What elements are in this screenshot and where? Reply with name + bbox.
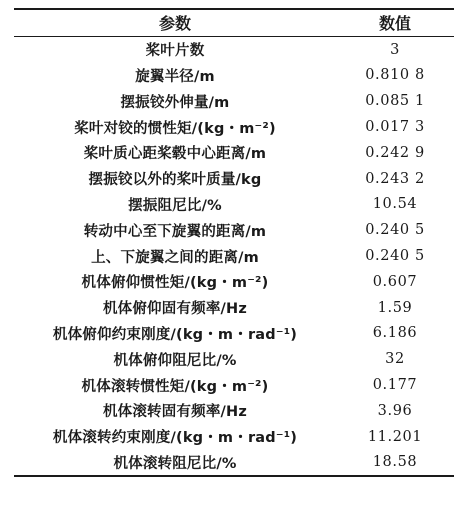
parameter-value: 18.58: [372, 454, 418, 471]
table-body: [14, 36, 454, 476]
parameter-value: 0.017 3: [365, 119, 425, 136]
table-row: [14, 321, 454, 347]
parameter-value: 1.59: [377, 299, 413, 316]
parameter-value: 3: [390, 41, 400, 58]
table-row: [14, 269, 454, 295]
parameter-value: 6.186: [372, 325, 418, 342]
parameter-name: 机体俯仰固有频率/Hz: [102, 301, 248, 318]
parameter-value: 32: [385, 351, 405, 368]
table-row: [14, 63, 454, 89]
parameter-value: 3.96: [377, 402, 413, 419]
parameter-name: 摆振铰以外的桨叶质量/kg: [88, 172, 262, 189]
parameter-name: 机体滚转约束刚度/(kg・m・rad⁻¹): [52, 430, 298, 447]
table-row: [14, 88, 454, 114]
table-row: [14, 450, 454, 477]
table-row: [14, 398, 454, 424]
parameter-name: 机体滚转阻尼比/%: [113, 455, 237, 472]
parameter-value: 0.240 5: [365, 248, 425, 265]
table-header: [14, 9, 454, 36]
parameter-value: 0.242 9: [365, 144, 425, 161]
parameter-name: 机体俯仰阻尼比/%: [113, 352, 237, 369]
header-value: 数值: [378, 14, 411, 34]
table-row: [14, 346, 454, 372]
parameter-name: 转动中心至下旋翼的距离/m: [83, 223, 267, 240]
parameter-value: 0.607: [372, 273, 418, 290]
table-row: [14, 140, 454, 166]
table-row: [14, 243, 454, 269]
parameter-value: 0.810 8: [365, 67, 425, 84]
parameter-value: 11.201: [367, 428, 423, 445]
table-row: [14, 36, 454, 62]
parameter-value: 0.177: [372, 377, 418, 394]
parameter-name: 桨叶质心距桨毂中心距离/m: [83, 146, 267, 163]
parameter-name: 桨叶对铰的惯性矩/(kg・m⁻²): [74, 120, 276, 137]
parameter-table: [14, 8, 454, 477]
parameter-name: 机体滚转惯性矩/(kg・m⁻²): [81, 378, 269, 395]
table-row: [14, 372, 454, 398]
parameter-name: 机体俯仰惯性矩/(kg・m⁻²): [81, 275, 269, 292]
table-row: [14, 295, 454, 321]
parameter-name: 机体滚转固有频率/Hz: [102, 404, 248, 421]
table-row: [14, 217, 454, 243]
table-row: [14, 114, 454, 140]
header-row: [14, 9, 454, 36]
table-row: [14, 166, 454, 192]
parameter-name: 桨叶片数: [145, 43, 205, 60]
table-row: [14, 424, 454, 450]
parameter-name: 机体俯仰约束刚度/(kg・m・rad⁻¹): [52, 326, 298, 343]
parameter-name: 摆振阻尼比/%: [128, 197, 222, 214]
parameter-value: 0.240 5: [365, 222, 425, 239]
table-row: [14, 192, 454, 218]
parameter-name: 旋翼半径/m: [135, 68, 215, 85]
header-parameter: 参数: [158, 14, 191, 34]
parameter-value: 0.085 1: [365, 93, 425, 110]
parameter-value: 10.54: [372, 196, 418, 213]
parameter-name: 摆振铰外伸量/m: [120, 94, 230, 111]
parameter-name: 上、下旋翼之间的距离/m: [91, 249, 259, 266]
parameter-value: 0.243 2: [365, 170, 425, 187]
